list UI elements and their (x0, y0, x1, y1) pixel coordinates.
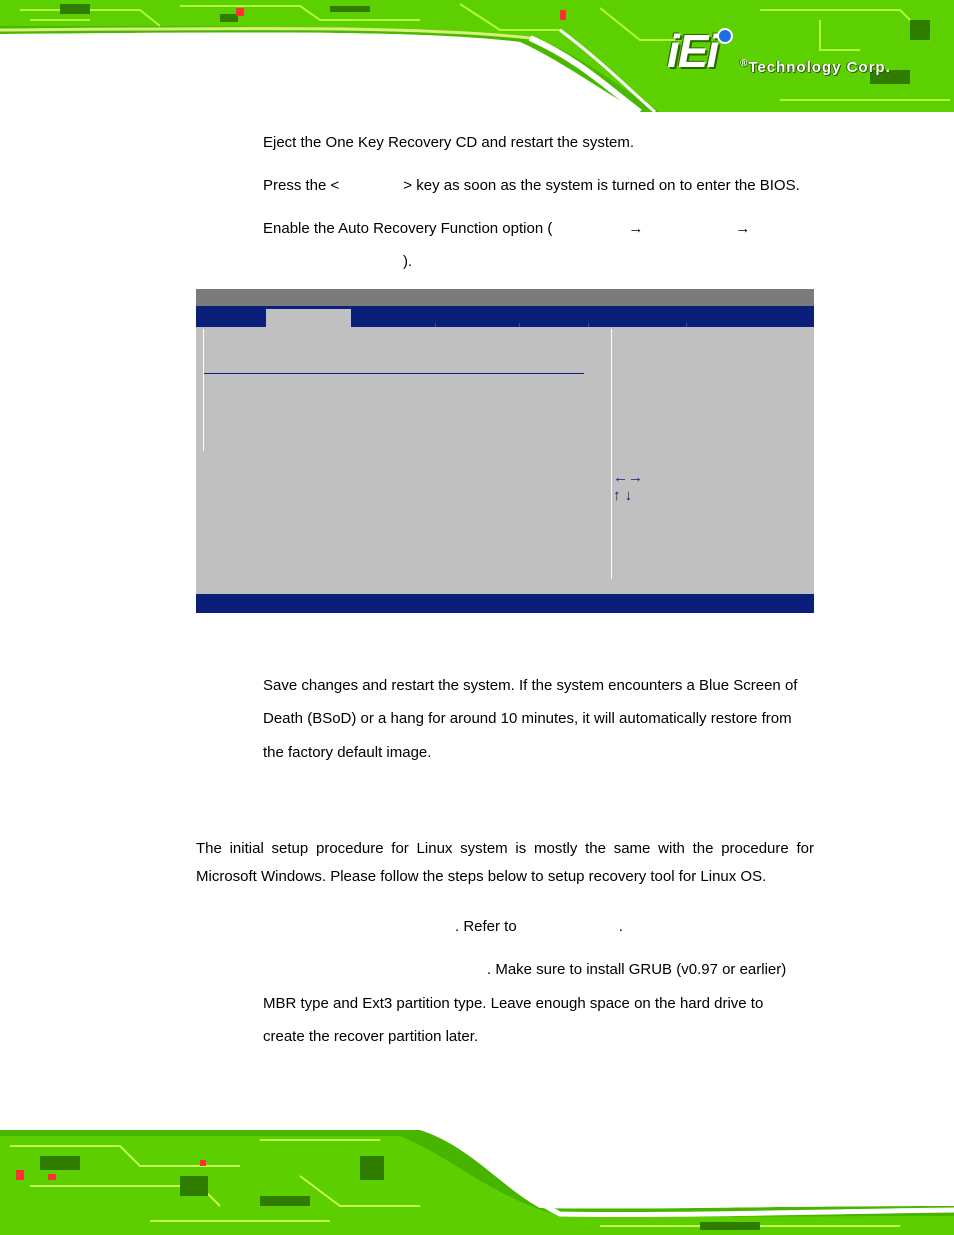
arrow-icon: → (628, 220, 644, 237)
bios-screen (196, 289, 814, 613)
bios-help-divider (611, 329, 612, 579)
page-footer (0, 1126, 954, 1235)
arrow-up-down-icon: ↑ ↓ (613, 487, 633, 504)
arrow-left-right-icon: ←→ (613, 469, 643, 486)
linux-step-refer-suffix: . (618, 918, 623, 935)
step-enable-prefix: Enable the Auto Recovery Function option ( (263, 220, 553, 237)
bios-tab-separator (686, 323, 687, 327)
logo-dot-icon (717, 28, 733, 44)
linux-step-grub-line2: MBR type and Ext3 partition type. Leave enough space on the hard drive to (263, 995, 764, 1012)
page-header (0, 0, 954, 112)
brand-text: Technology Corp (748, 59, 886, 76)
arrow-icon: → (735, 220, 751, 237)
step-enable-auto-recovery (263, 212, 815, 245)
linux-step-grub-line3: create the recover partition later. (263, 1028, 479, 1045)
registered-mark: ® (740, 58, 749, 69)
save-paragraph-line1: Save changes and restart the system. If the system encounters a Blue Screen of (263, 677, 798, 694)
step-press-key (263, 169, 815, 202)
step-press-key-suffix: > key as soon as the system is turned on to enter the BIOS. (403, 177, 800, 194)
linux-step-refer-prefix: . Refer to (455, 918, 517, 935)
circuit-board-header-graphic (0, 0, 954, 112)
save-paragraph-line2: Death (BSoD) or a hang for around 10 minutes, it will automatically restore from (263, 710, 792, 727)
circuit-board-footer-graphic (0, 1126, 954, 1235)
step-enable-suffix: ). (403, 253, 413, 270)
bios-title-bar (196, 289, 814, 306)
bios-tab-separator (435, 323, 436, 327)
brand-suffix: . (885, 59, 891, 76)
brand-name (740, 58, 891, 76)
bios-tab-active[interactable] (266, 309, 351, 329)
save-paragraph-line3: the factory default image. (263, 744, 432, 761)
bios-tab-separator (519, 323, 520, 327)
iei-logo: iEi (667, 25, 718, 77)
step-eject-cd: Eject the One Key Recovery CD and restart the system. (263, 134, 634, 151)
step-press-key-prefix: Press the < (263, 177, 340, 194)
linux-intro-line2: Microsoft Windows. Please follow the steps below to setup recovery tool for Linux OS. (196, 868, 767, 885)
linux-step-grub: . Make sure to install GRUB (v0.97 or earlier) (487, 961, 787, 978)
bios-status-bar (196, 594, 814, 613)
bios-left-border (203, 329, 204, 451)
linux-intro-line1: The initial setup procedure for Linux system is mostly the same with the procedure for (196, 840, 814, 857)
bios-divider (204, 373, 584, 374)
linux-step-refer (455, 910, 623, 943)
bios-tab-separator (588, 323, 589, 327)
